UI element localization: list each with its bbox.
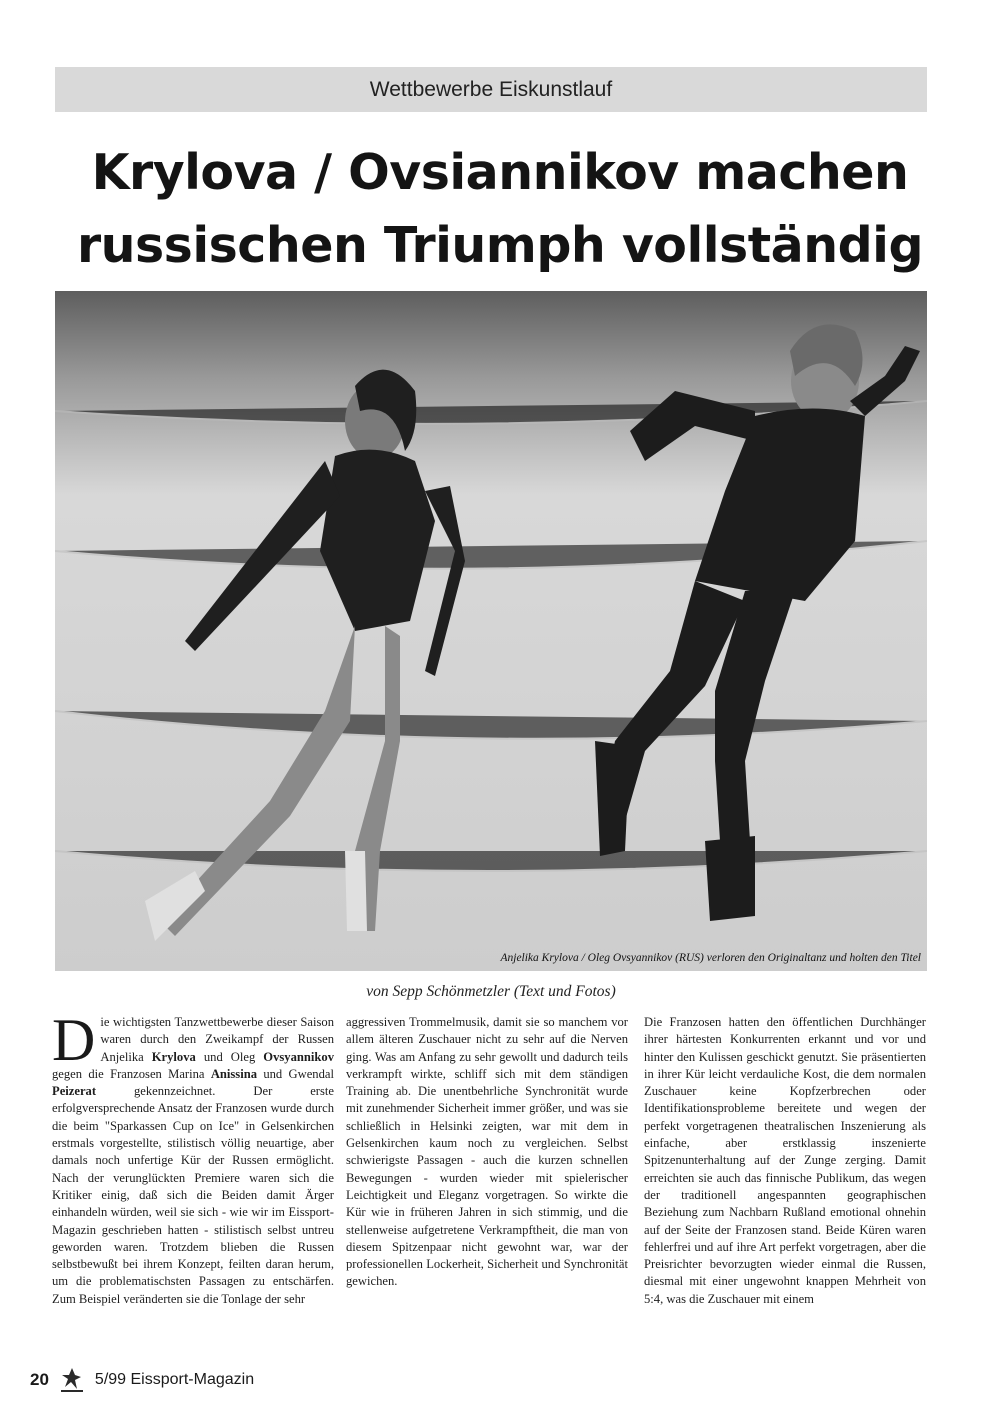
name-ovsyannikov: Ovsyannikov <box>263 1049 334 1064</box>
drop-cap: D <box>52 1007 96 1073</box>
author-byline: von Sepp Schönmetzler (Text und Fotos) <box>366 983 616 1000</box>
text-run: und Oleg <box>195 1049 264 1064</box>
text-run: gegen die Franzosen Marina <box>52 1066 211 1081</box>
paragraph: Die Franzosen hatten den öffentlichen Durchhänger ihrer härtesten Konkurrenten erkannt und vor und hinter den Kulissen geschickt genutzt. Sie präsentierten in ihrer Kür leicht verdauliche Kost, die dem normalen Zuschauer keine Kopfzerbrechen oder Identifikationsprobleme bereitete und wegen der perfekt vorgetragenen theatralischen Inszenierung als einfache, aber erstklassig inszenierte Spitzenunterhaltung auf der Zunge zerging. Damit erreichten sie auch das finnische Publikum, das wegen der traditionell angespannten geographischen Beziehung zum Nachbarn Rußland emotional ohnehin auf der Seite der Franzosen stand. Beide Küren waren fehlerfrei und auf ihre Art perfekt vorgetragen, aber die Preisrichter bevorzugten wieder einmal die Russen, diesmal mit einer ungewohnt knappen Mehrheit von 5:4, was die Zuschauer mit einem <box>644 1015 926 1306</box>
name-peizerat: Peizerat <box>52 1084 97 1099</box>
headline-line-2: russischen Triumph vollständig <box>76 217 924 274</box>
skater-logo-icon <box>57 1365 87 1395</box>
section-title: Wettbewerbe Eiskunstlauf <box>369 77 613 101</box>
page-footer <box>30 1366 254 1394</box>
text-run: ie wichtigsten Tanzwettbewerbe dieser Saison waren durch den Zweikampf der Russen Anjelika <box>100 1015 334 1064</box>
issue-label: 5/99 Eissport-Magazin <box>94 1371 255 1388</box>
article-headline <box>40 136 960 282</box>
photo-caption: Anjelika Krylova / Oleg Ovsyannikov (RUS) verloren den Originaltanz und holten den Titel <box>500 952 921 964</box>
paragraph: aggressiven Trommelmusik, damit sie so manchem vor allem älteren Zuschauer nicht zu sehr auf die Nerven ging. Was am Anfang zu sehr gewollt und dadurch teils verkrampft wirkte, schliff sich mit dem ständigen Training ab. Die unentbehrliche Synchronität wurde mit zunehmender Sicherheit immer größer, und was sie schließlich in Helsinki zeigten, war mit dem in Gelsenkirchen kaum noch zu vergleichen. Selbst schwierigste Passagen - auch die kurzen schnellen Bewegungen - wurden wieder mit spielerischer Leichtigkeit und Eleganz vorgetragen. So wirkte die Kür wie in früheren Jahren in sich stimmig, und die stellenweise aufgetretene Verkrampftheit, die man von diesem Spitzenpaar nicht gewohnt war, war der professionellen Lockerheit, Sicherheit und Synchronität gewichen. <box>346 1015 628 1289</box>
page-number: 20 <box>30 1370 49 1389</box>
article-column-1 <box>52 1007 334 1308</box>
article-column-3 <box>644 1014 926 1308</box>
text-run: und Gwendal <box>257 1066 334 1081</box>
headline-line-1: Krylova / Ovsiannikov machen <box>91 144 909 201</box>
ice-dancers-photo <box>55 291 927 971</box>
text-run: gekennzeichnet. Der erste erfolgversprechende Ansatz der Franzosen wurde durch die beim "Sparkassen Cup on Ice" in Gelsenkirchen erstmals vorgestellte, stilistisch völlig neuartige, aber damals noch unfertige Kür der Russen ermöglicht. Nach der verunglückten Premiere waren sich die Kritiker einig, daß sich die Beiden damit Ärger einhandeln würden, weil sie sich - wie wir im Eissport-Magazin geschrieben hatten - stilistisch selbst untreu geworden waren. Trotzdem blieben die Russen selbstbewußt bei ihrem Konzept, feilten daran herum, um die problematischsten Passagen zu entschärfen. Zum Beispiel veränderten sie die Tonlage der sehr <box>52 1084 334 1306</box>
name-krylova: Krylova <box>151 1049 196 1064</box>
article-photo <box>55 291 927 971</box>
paragraph <box>52 1007 334 1308</box>
section-header <box>55 67 927 112</box>
article-column-2 <box>346 1014 628 1291</box>
name-anissina: Anissina <box>210 1066 258 1081</box>
